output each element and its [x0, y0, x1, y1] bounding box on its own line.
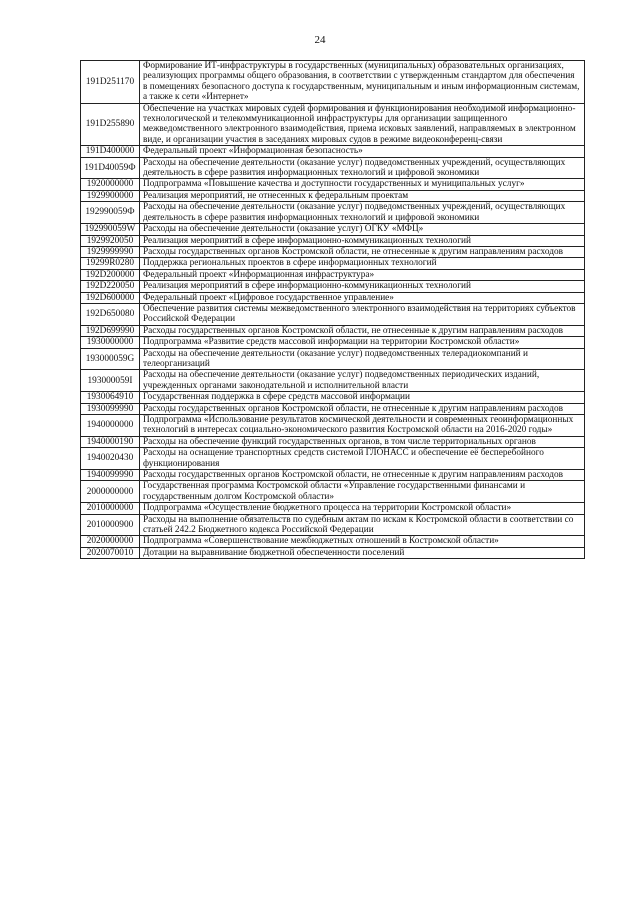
row-code: 2010000900	[81, 514, 140, 536]
row-description: Обеспечение развития системы межведомственного электронного взаимодействия на территориях субъектов Российской Федерации	[140, 303, 585, 325]
row-description: Расходы государственных органов Костромской области, не отнесенные к другим направлениям расходов	[140, 403, 585, 414]
row-description: Федеральный проект «Информационная безопасность»	[140, 146, 585, 157]
row-description: Расходы на обеспечение деятельности (оказание услуг) ОГКУ «МФЦ»	[140, 224, 585, 235]
row-description: Обеспечение на участках мировых судей формирования и функционирования необходимой информационно-технологической и телекоммуникационной инфраструктуры для организации защищенного межведомственного электронного взаимодействия, приема исковых заявлений, направляемых в электронном виде, и организации участия в заседаниях мировых судов в режиме видеоконференц-связи	[140, 103, 585, 146]
row-description: Государственная программа Костромской области «Управление государственными финансами и государственным долгом Костромской области»	[140, 481, 585, 503]
row-description: Реализация мероприятий, не отнесенных к федеральным проектам	[140, 190, 585, 201]
table-row	[81, 325, 585, 336]
row-code: 192D220050	[81, 281, 140, 292]
table-row	[81, 281, 585, 292]
row-description: Подпрограмма «Развитие средств массовой информации на территории Костромской области»	[140, 337, 585, 348]
row-description: Расходы на выполнение обязательств по судебным актам по искам к Костромской области в соответствии со статьей 242.2 Бюджетного кодекса Российской Федерации	[140, 514, 585, 536]
table-body	[81, 61, 585, 559]
row-code: 192D699990	[81, 325, 140, 336]
row-code: 2020000000	[81, 536, 140, 547]
row-description: Подпрограмма «Повышение качества и доступности государственных и муниципальных услуг»	[140, 179, 585, 190]
row-code: 1920000000	[81, 179, 140, 190]
table-row	[81, 303, 585, 325]
row-description: Расходы на обеспечение функций государственных органов, в том числе территориальных органов	[140, 436, 585, 447]
table-row	[81, 415, 585, 437]
table-row	[81, 61, 585, 104]
row-code: 192990059W	[81, 224, 140, 235]
table-row	[81, 481, 585, 503]
row-code: 1929999990	[81, 246, 140, 257]
row-code: 193000059I	[81, 370, 140, 392]
row-description: Государственная поддержка в сфере средств массовой информации	[140, 392, 585, 403]
table-row	[81, 235, 585, 246]
row-description: Расходы на обеспечение деятельности (оказание услуг) подведомственных телерадиокомпаний и телеорганизаций	[140, 348, 585, 370]
table-row	[81, 258, 585, 269]
table-row	[81, 157, 585, 179]
table-row	[81, 392, 585, 403]
table-row	[81, 436, 585, 447]
row-code: 191D255890	[81, 103, 140, 146]
row-description: Расходы государственных органов Костромской области, не отнесенные к другим направлениям расходов	[140, 246, 585, 257]
row-description: Формирование ИТ-инфраструктуры в государственных (муниципальных) образовательных организациях, реализующих программы общего образования, в соответствии с утвержденным стандартом для обеспечения в помещениях безопасного доступа к государственным, муниципальным и иным информационным системам, а также к сети «Интернет»	[140, 61, 585, 104]
table-row	[81, 503, 585, 514]
table-row	[81, 179, 585, 190]
table-row	[81, 246, 585, 257]
row-code: 2010000000	[81, 503, 140, 514]
table-row	[81, 403, 585, 414]
row-code: 1930064910	[81, 392, 140, 403]
row-code: 2000000000	[81, 481, 140, 503]
row-code: 1940020430	[81, 448, 140, 470]
row-description: Расходы государственных органов Костромской области, не отнесенные к другим направлениям расходов	[140, 470, 585, 481]
table-row	[81, 337, 585, 348]
row-code: 191D400000	[81, 146, 140, 157]
table-row	[81, 269, 585, 280]
row-code: 192990059Ф	[81, 202, 140, 224]
row-code: 1940000000	[81, 415, 140, 437]
table-row	[81, 348, 585, 370]
table-row	[81, 370, 585, 392]
row-code: 193000059G	[81, 348, 140, 370]
row-code: 1929920050	[81, 235, 140, 246]
table-row	[81, 190, 585, 201]
row-code: 1930000000	[81, 337, 140, 348]
row-code: 1940000190	[81, 436, 140, 447]
table-row	[81, 448, 585, 470]
row-code: 2020070010	[81, 547, 140, 558]
row-code: 192D600000	[81, 292, 140, 303]
budget-code-table	[80, 60, 585, 559]
page-number: 24	[314, 34, 326, 46]
row-description: Поддержка региональных проектов в сфере информационных технологий	[140, 258, 585, 269]
row-description: Реализация мероприятий в сфере информационно-коммуникационных технологий	[140, 235, 585, 246]
row-description: Федеральный проект «Информационная инфраструктура»	[140, 269, 585, 280]
table-row	[81, 202, 585, 224]
table-row	[81, 547, 585, 558]
row-description: Подпрограмма «Осуществление бюджетного процесса на территории Костромской области»	[140, 503, 585, 514]
row-code: 19299R0280	[81, 258, 140, 269]
row-description: Дотации на выравнивание бюджетной обеспеченности поселений	[140, 547, 585, 558]
row-description: Подпрограмма «Использование результатов космической деятельности и современных геоинформационных технологий в интересах социально-экономического развития Костромской области на 2016-2020 годы»	[140, 415, 585, 437]
table-row	[81, 536, 585, 547]
row-code: 192D650080	[81, 303, 140, 325]
table-row	[81, 146, 585, 157]
row-description: Расходы на оснащение транспортных средств системой ГЛОНАСС и обеспечение её бесперебойного функционирования	[140, 448, 585, 470]
table-row	[81, 514, 585, 536]
row-code: 192D200000	[81, 269, 140, 280]
row-description: Расходы государственных органов Костромской области, не отнесенные к другим направлениям расходов	[140, 325, 585, 336]
table-row	[81, 292, 585, 303]
row-code: 191D251170	[81, 61, 140, 104]
row-code: 191D40059Ф	[81, 157, 140, 179]
row-description: Расходы на обеспечение деятельности (оказание услуг) подведомственных периодических изданий, учрежденных органами законодательной и исполнительной власти	[140, 370, 585, 392]
row-description: Расходы на обеспечение деятельности (оказание услуг) подведомственных учреждений, осуществляющих деятельность в сфере развития информационных технологий и цифровой экономики	[140, 202, 585, 224]
row-code: 1929900000	[81, 190, 140, 201]
table-row	[81, 224, 585, 235]
table-row	[81, 103, 585, 146]
table-row	[81, 470, 585, 481]
row-description: Подпрограмма «Совершенствование межбюджетных отношений в Костромской области»	[140, 536, 585, 547]
row-code: 1940099990	[81, 470, 140, 481]
row-code: 1930099990	[81, 403, 140, 414]
row-description: Реализация мероприятий в сфере информационно-коммуникационных технологий	[140, 281, 585, 292]
row-description: Расходы на обеспечение деятельности (оказание услуг) подведомственных учреждений, осуществляющих деятельность в сфере развития информационных технологий и цифровой экономики	[140, 157, 585, 179]
row-description: Федеральный проект «Цифровое государственное управление»	[140, 292, 585, 303]
